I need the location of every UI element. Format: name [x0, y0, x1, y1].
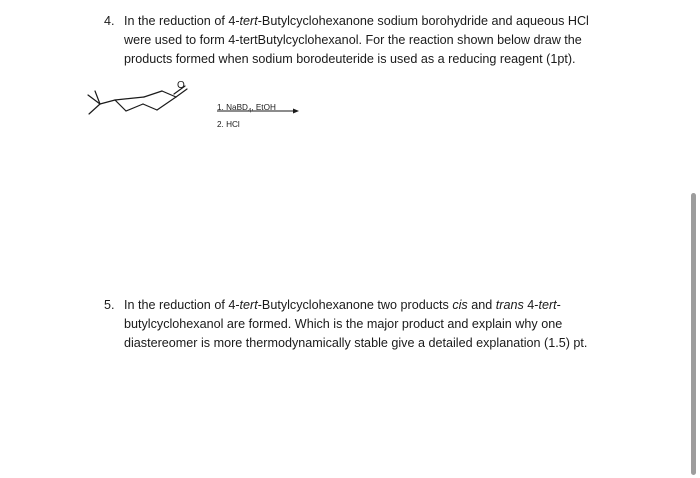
question-number: 5.: [104, 298, 115, 312]
italic-run: tert: [538, 298, 557, 312]
italic-run: tert: [239, 14, 258, 28]
text-run: products formed when sodium borodeuteride is used as a reducing reagent (1pt).: [124, 52, 576, 66]
bond: [100, 100, 115, 104]
bond: [157, 97, 176, 110]
bond: [115, 100, 126, 111]
question-text: [124, 296, 587, 353]
scrollbar-thumb[interactable]: [691, 193, 696, 475]
text-run: butylcyclohexanol are formed. Which is the major product and explain why one: [124, 317, 563, 331]
text-run: -: [556, 298, 561, 312]
text-run: were used to form 4-tertButylcyclohexanol. For the reaction shown below draw the: [124, 33, 582, 47]
bond: [143, 104, 157, 110]
italic-run: tert: [239, 298, 258, 312]
question-number: 4.: [104, 14, 115, 28]
italic-run: trans: [495, 298, 524, 312]
bond: [89, 104, 100, 114]
question-5: [104, 296, 587, 353]
text-run: In the reduction of 4-: [124, 14, 240, 28]
question-line: [124, 12, 589, 31]
reagent-step-2: 2. HCl: [217, 119, 240, 129]
text-run: -Butylcyclohexanone two products: [257, 298, 453, 312]
question-line: [124, 50, 589, 69]
reagent-text: 1. NaBD: [217, 103, 248, 112]
bond: [126, 104, 143, 111]
reagent-subscript: 4: [247, 108, 252, 115]
question-line: [124, 296, 587, 315]
question-line: [124, 31, 589, 50]
text-run: and: [467, 298, 496, 312]
vertical-scrollbar[interactable]: [690, 0, 700, 478]
text-run: In the reduction of 4-: [124, 298, 240, 312]
text-run: 4-: [523, 298, 539, 312]
bond: [144, 91, 162, 97]
italic-run: cis: [452, 298, 468, 312]
question-text: [124, 12, 589, 69]
reaction-arrow: [217, 106, 299, 116]
text-run: diastereomer is more thermodynamically stable give a detailed explanation (1.5) pt.: [124, 336, 588, 350]
question-line: [124, 315, 587, 334]
reagent-text: , EtOH: [251, 103, 276, 112]
oxygen-label: O: [177, 80, 185, 91]
text-run: -Butylcyclohexanone sodium borohydride and aqueous HCl: [257, 14, 589, 28]
bond: [115, 97, 144, 100]
question-line: [124, 334, 587, 353]
question-4: [104, 12, 589, 69]
